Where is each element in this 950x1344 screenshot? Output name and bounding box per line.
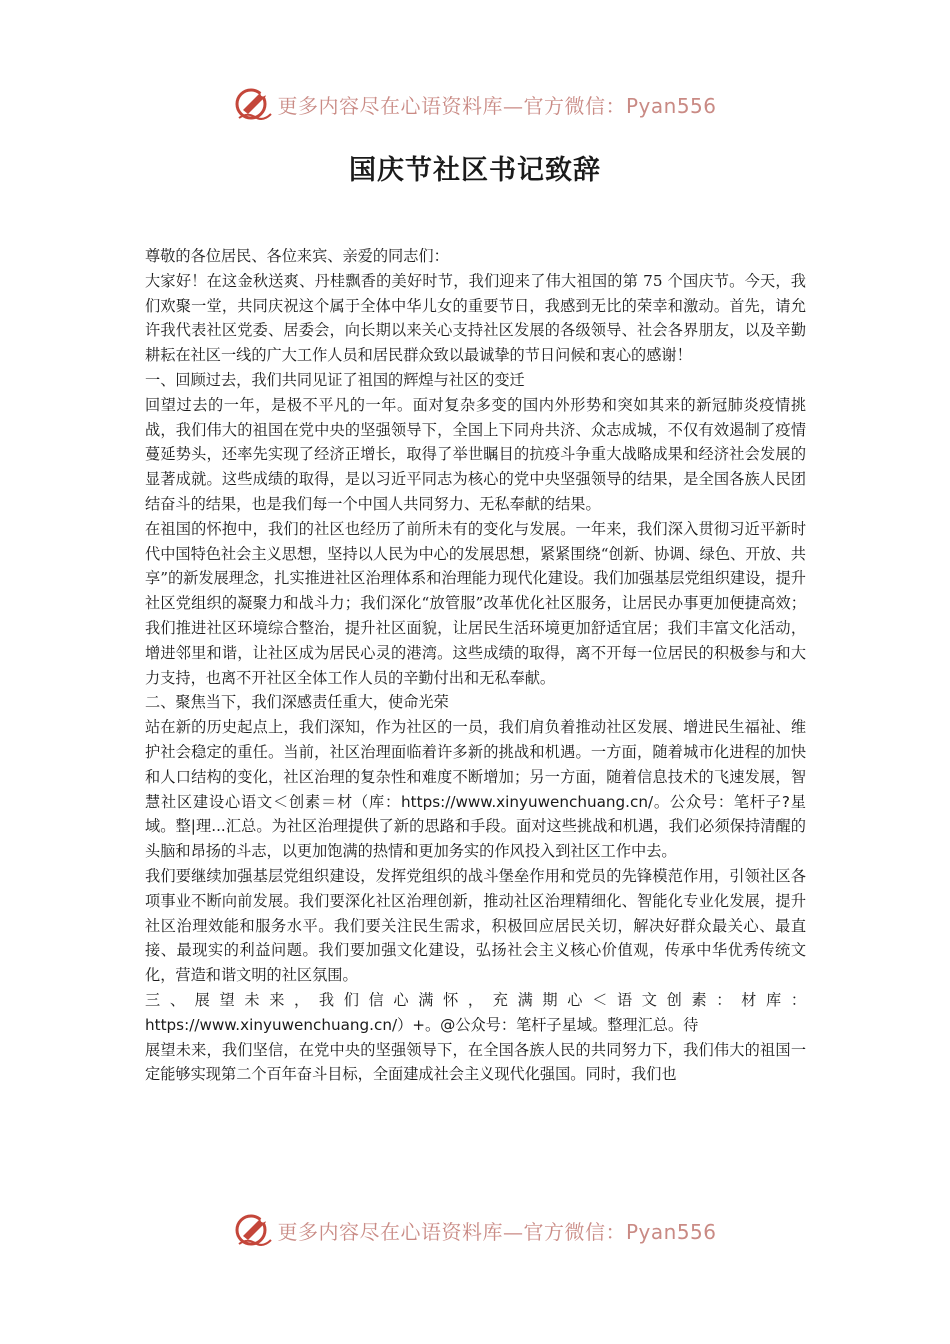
paragraph-review: 回望过去的一年，是极不平凡的一年。面对复杂多变的国内外形势和突如其来的新冠肺炎疫情挑战，我们伟大的祖国在党中央的坚强领导下，全国上下同舟共济、众志成城，不仅有效遏制了疫情蔓延势头，还率先实现了经济正增长，取得了举世瞩目的抗疫斗争重大战略成果和经济社会发展的显著成就。这些成绩的取得，是以习近平同志为核心的党中央坚强领导的结果，是全国各族人民团结奋斗的结果，也是我们每一个中国人共同努力、无私奉献的结果。 [145,395,806,513]
paragraph-future: 展望未来，我们坚信，在党中央的坚强领导下，在全国各族人民的共同努力下，我们伟大的祖国一定能够实现第二个百年奋斗目标，全面建成社会主义现代化强国。同时，我们也 [145,1040,806,1084]
section-heading-2: 二、聚焦当下，我们深感责任重大，使命光荣 [145,693,449,712]
pen-logo-icon [233,84,273,124]
paragraph-present: 站在新的历史起点上，我们深知，作为社区的一员，我们肩负着推动社区发展、增进民生福祉、维护社会稳定的重任。当前，社区治理面临着许多新的挑战和机遇。一方面，随着城市化进程的加快和人口结构的变化，社区治理的复杂性和难度不断增加；另一方面，随着信息技术的飞速发展，智慧社区建设心语文＜创素＝材（库：https://www.xinyuwenchuang.cn/。公众号：笔杆子?星域。整|理...汇总。为社区治理提供了新的思路和手段。面对这些挑战和机遇，我们必须保持清醒的头脑和昂扬的斗志，以更加饱满的热情和更加务实的作风投入到社区工作中去。 [145,718,806,861]
watermark-banner-bottom [0,1208,950,1252]
paragraph-community-change: 在祖国的怀抱中，我们的社区也经历了前所未有的变化与发展。一年来，我们深入贯彻习近平新时代中国特色社会主义思想，坚持以人民为中心的发展思想，紧紧围绕“创新、协调、绿色、开放、共享”的新发展理念，扎实推进社区治理体系和治理能力现代化建设。我们加强基层党组织建设，提升社区党组织的凝聚力和战斗力；我们深化“放管服”改革优化社区服务，让居民办事更加便捷高效；我们推进社区环境综合整治，提升社区面貌，让居民生活环境更加舒适宜居；我们丰富文化活动，增进邻里和谐，让社区成为居民心灵的港湾。这些成绩的取得，离不开每一位居民的积极参与和大力支持，也离不开社区全体工作人员的辛勤付出和无私奉献。 [145,519,806,687]
pen-logo-icon [233,1210,273,1250]
paragraph-tasks: 我们要继续加强基层党组织建设，发挥党组织的战斗堡垒作用和党员的先锋模范作用，引领社区各项事业不断向前发展。我们要深化社区治理创新，推动社区治理精细化、智能化专业化发展，提升社区治理效能和服务水平。我们要关注民生需求，积极回应居民关切，解决好群众最关心、最直接、最现实的利益问题。我们要加强文化建设，弘扬社会主义核心价值观，传承中华优秀传统文化，营造和谐文明的社区氛围。 [145,866,806,985]
document-body [145,244,806,1087]
section-heading-3: 三、展望未来，我们信心满怀，充满期心＜语文创素：材库：https://www.xinyuwenchuang.cn/）+。@公众号：笔杆子星域。整理汇总。待 [145,990,806,1034]
document-title: 国庆节社区书记致辞 [349,155,601,186]
watermark-banner-top [0,82,950,126]
section-heading-1: 一、回顾过去，我们共同见证了祖国的辉煌与社区的变迁 [145,370,525,389]
watermark-text: 更多内容尽在心语资料库—官方微信：Pyan556 [277,1219,717,1244]
watermark-text: 更多内容尽在心语资料库—官方微信：Pyan556 [277,93,717,118]
paragraph-greeting: 大家好！在这金秋送爽、丹桂飘香的美好时节，我们迎来了伟大祖国的第 75 个国庆节。今天，我们欢聚一堂，共同庆祝这个属于全体中华儿女的重要节日，我感到无比的荣幸和激动。首先，请允许我代表社区党委、居委会，向长期以来关心支持社区发展的各级领导、社会各界朋友，以及辛勤耕耘在社区一线的广大工作人员和居民群众致以最诚挚的节日问候和衷心的感谢！ [145,271,806,365]
paragraph-salutation: 尊敬的各位居民、各位来宾、亲爱的同志们： [145,247,449,265]
